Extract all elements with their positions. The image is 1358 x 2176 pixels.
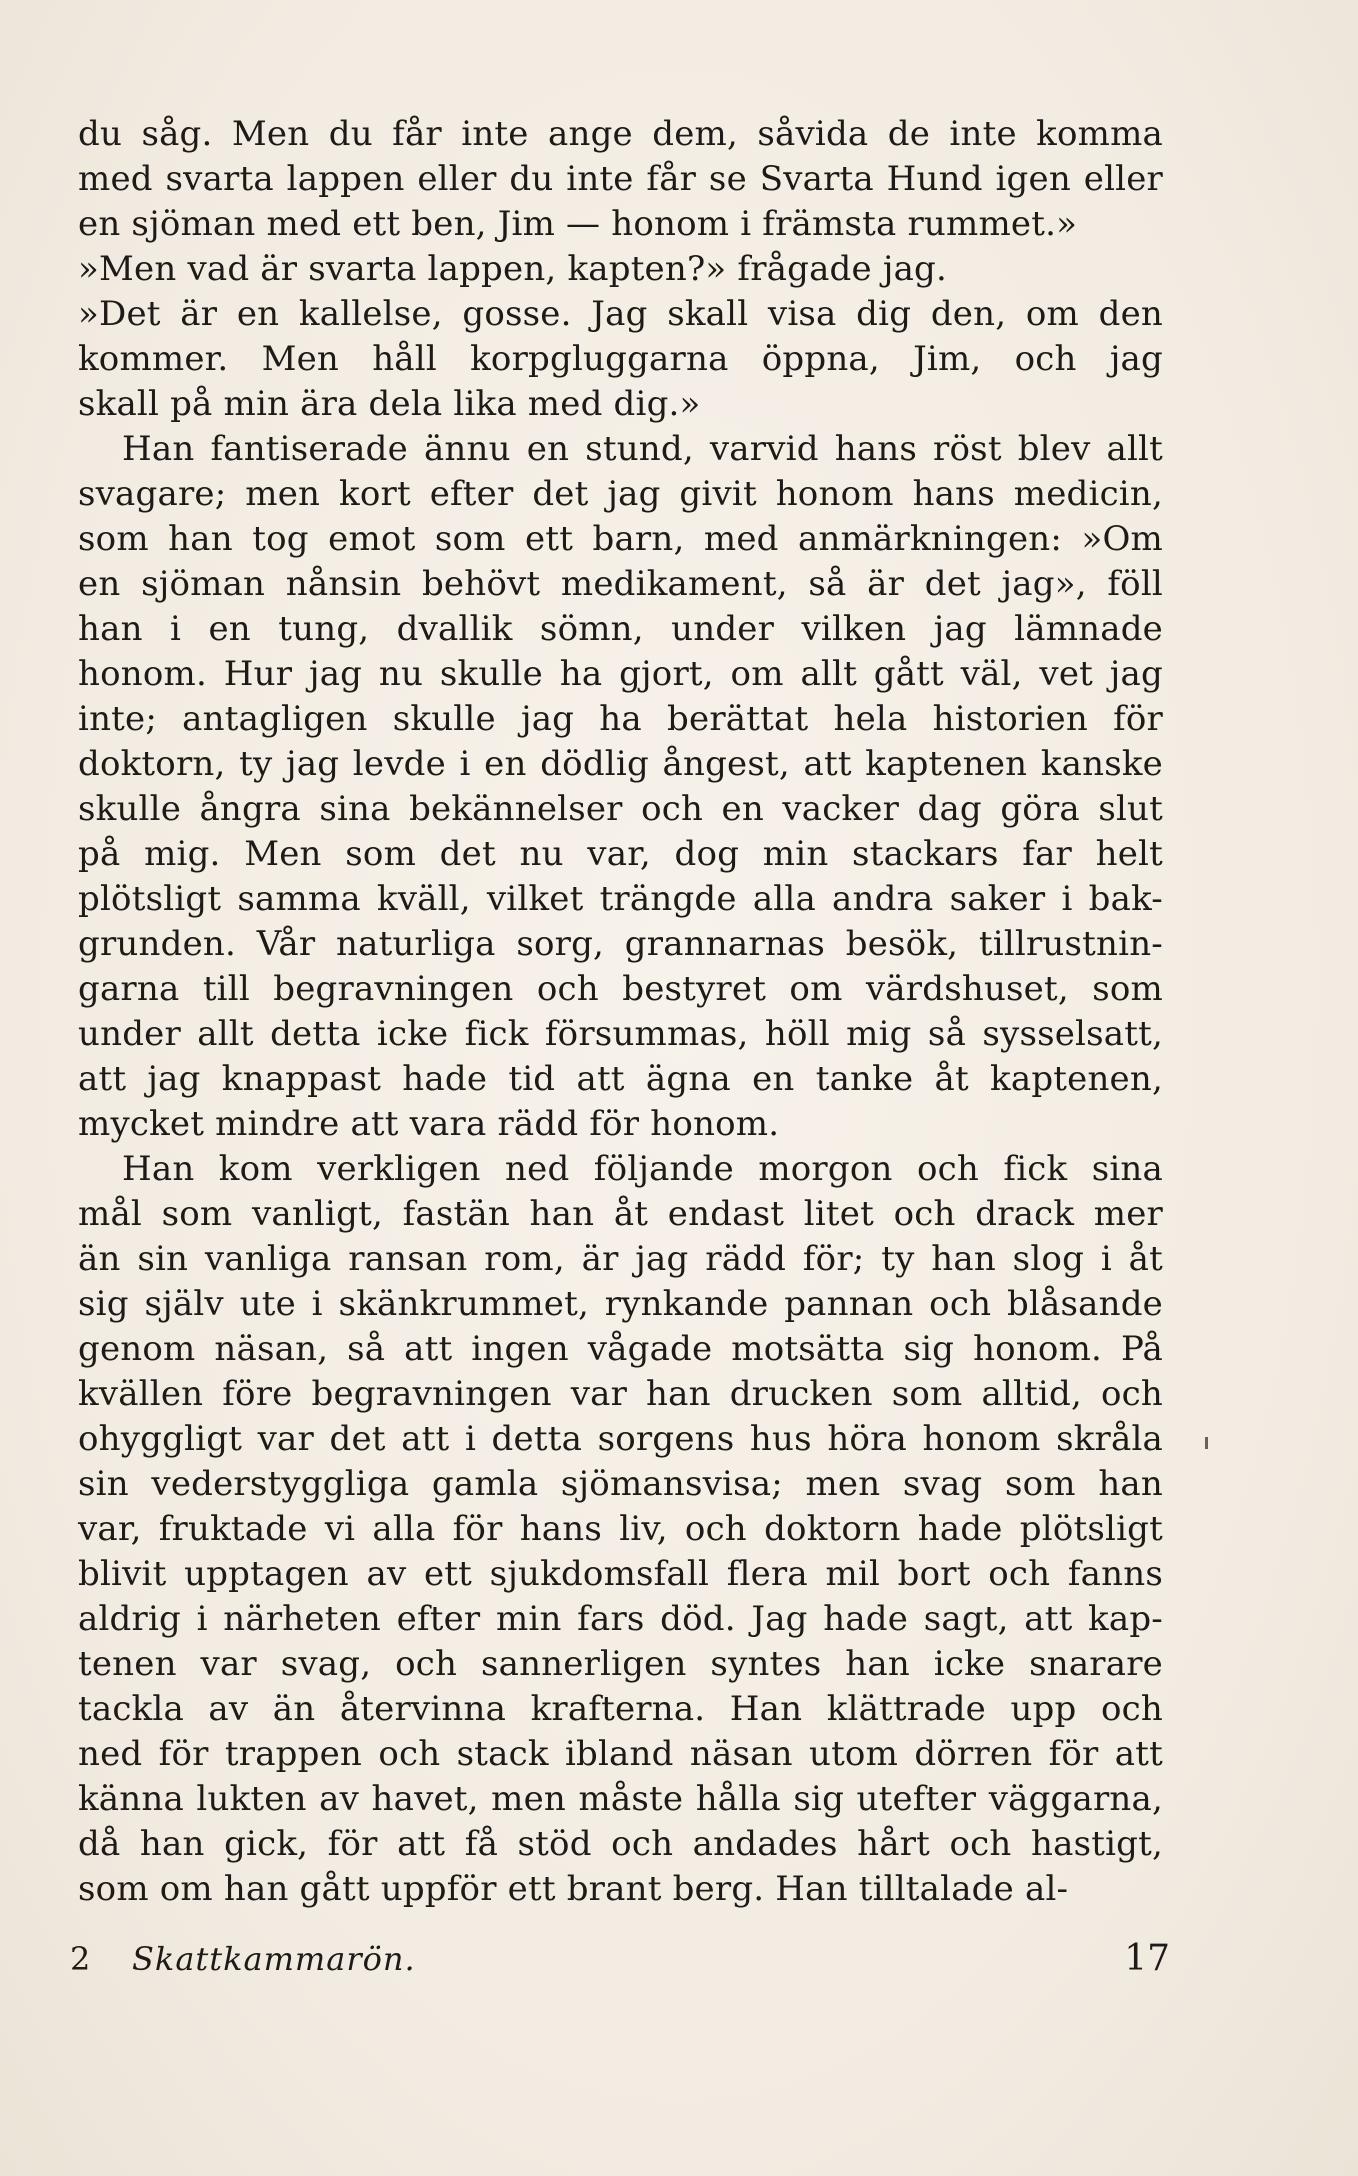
- text-line: grunden. Vår naturliga sorg, grannarnas besök, tillrustnin-: [78, 924, 1163, 964]
- text-line: »Det är en kallelse, gosse. Jag skall visa dig den, om den: [78, 294, 1163, 334]
- text-line: sig själv ute i skänkrummet, rynkande pannan och blåsande: [78, 1284, 1163, 1324]
- page-footer: [70, 1930, 1170, 1990]
- text-line: skulle ångra sina bekännelser och en vacker dag göra slut: [78, 789, 1163, 829]
- paragraph: [78, 1147, 1163, 1912]
- paragraph: [78, 112, 1163, 247]
- text-line: som han tog emot som ett barn, med anmärkningen: »Om: [78, 519, 1163, 559]
- text-line: plötsligt samma kväll, vilket trängde alla andra saker i bak-: [78, 879, 1163, 919]
- signature-title: Skattkammarön.: [132, 1940, 416, 1978]
- text-line: än sin vanliga ransan rom, är jag rädd för; ty han slog i åt: [78, 1239, 1163, 1279]
- paragraph: [78, 247, 1163, 292]
- paragraph: [78, 292, 1163, 427]
- text-line: garna till begravningen och bestyret om värdshuset, som: [78, 969, 1163, 1009]
- text-line: inte; antagligen skulle jag ha berättat hela historien för: [78, 699, 1163, 739]
- text-line: under allt detta icke fick försummas, höll mig så sysselsatt,: [78, 1014, 1163, 1054]
- text-line: sin vederstyggliga gamla sjömansvisa; men svag som han: [78, 1464, 1163, 1504]
- text-line: skall på min ära dela lika med dig.»: [78, 384, 701, 424]
- text-line: mycket mindre att vara rädd för honom.: [78, 1104, 780, 1144]
- text-line: aldrig i närheten efter min fars död. Jag hade sagt, att kap-: [78, 1599, 1163, 1639]
- text-line: känna lukten av havet, men måste hålla sig utefter väggarna,: [78, 1779, 1163, 1819]
- text-line: ned för trappen och stack ibland näsan utom dörren för att: [78, 1734, 1163, 1774]
- text-line: en sjöman med ett ben, Jim — honom i främsta rummet.»: [78, 204, 1078, 244]
- margin-mark: [1205, 1437, 1208, 1449]
- text-line: tackla av än återvinna krafterna. Han klättrade upp och: [78, 1689, 1163, 1729]
- text-line: ohyggligt var det att i detta sorgens hus höra honom skråla: [78, 1419, 1163, 1459]
- text-line: med svarta lappen eller du inte får se Svarta Hund igen eller: [78, 159, 1163, 199]
- text-line: doktorn, ty jag levde i en dödlig ångest, att kaptenen kanske: [78, 744, 1163, 784]
- text-line: honom. Hur jag nu skulle ha gjort, om allt gått väl, vet jag: [78, 654, 1163, 694]
- text-line: Han kom verkligen ned följande morgon och fick sina: [122, 1149, 1163, 1189]
- text-line: tenen var svag, och sannerligen syntes han icke snarare: [78, 1644, 1163, 1684]
- text-line: kvällen före begravningen var han drucken som alltid, och: [78, 1374, 1163, 1414]
- text-line: han i en tung, dvallik sömn, under vilken jag lämnade: [78, 609, 1163, 649]
- text-line: på mig. Men som det nu var, dog min stackars far helt: [78, 834, 1163, 874]
- text-line: kommer. Men håll korpgluggarna öppna, Jim, och jag: [78, 339, 1163, 379]
- paragraph: [78, 427, 1163, 1147]
- body-text: [78, 112, 1163, 1912]
- text-line: var, fruktade vi alla för hans liv, och doktorn hade plötsligt: [78, 1509, 1163, 1549]
- text-line: mål som vanligt, fastän han åt endast litet och drack mer: [78, 1194, 1163, 1234]
- text-line: blivit upptagen av ett sjukdomsfall flera mil bort och fanns: [78, 1554, 1163, 1594]
- text-line: som om han gått uppför ett brant berg. Han tilltalade al-: [78, 1869, 1069, 1909]
- text-line: att jag knappast hade tid att ägna en tanke åt kaptenen,: [78, 1059, 1163, 1099]
- signature-number: 2: [70, 1940, 91, 1978]
- text-line: »Men vad är svarta lappen, kapten?» frågade jag.: [78, 249, 948, 289]
- text-line: en sjöman nånsin behövt medikament, så är det jag», föll: [78, 564, 1163, 604]
- text-line: du såg. Men du får inte ange dem, såvida de inte komma: [78, 114, 1163, 154]
- text-line: svagare; men kort efter det jag givit honom hans medicin,: [78, 474, 1163, 514]
- text-line: genom näsan, så att ingen vågade motsätta sig honom. På: [78, 1329, 1163, 1369]
- page-number: 17: [1124, 1938, 1170, 1979]
- text-line: då han gick, för att få stöd och andades hårt och hastigt,: [78, 1824, 1163, 1864]
- text-line: Han fantiserade ännu en stund, varvid hans röst blev allt: [122, 429, 1163, 469]
